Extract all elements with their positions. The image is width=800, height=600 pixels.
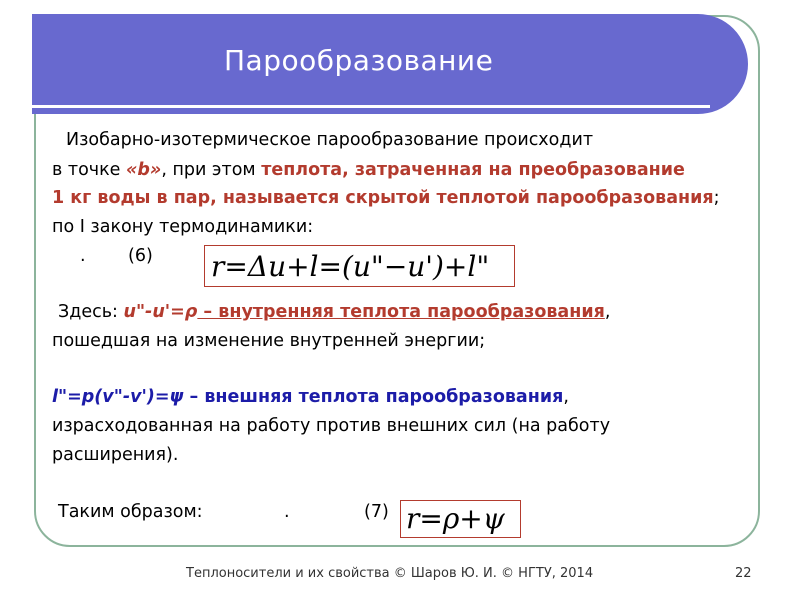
- text-line-3: [52, 186, 720, 210]
- title-underline: [32, 105, 710, 108]
- definition-highlight: 1 кг воды в пар, называется скрытой теплотой парообразования: [52, 188, 714, 208]
- text-line-2: [52, 158, 685, 182]
- text-line-10: Таким образом:: [58, 502, 203, 522]
- slide-title: Парообразование: [224, 44, 494, 77]
- formula-7: r=ρ+ψ: [400, 500, 521, 538]
- definition-highlight: теплота, затраченная на преобразование: [261, 160, 685, 180]
- external-heat-formula: l"=p(v"-v')=ψ: [52, 387, 184, 407]
- eq7-dot: .: [284, 502, 290, 522]
- internal-heat-formula: u"-u'=ρ: [123, 302, 198, 322]
- text-line-5: [58, 300, 610, 324]
- eq6-dot: .: [80, 246, 86, 266]
- formula-6: r=Δu+l=(u"−u')+l": [204, 245, 515, 287]
- text-segment: ;: [713, 188, 720, 208]
- text-segment: ,: [604, 302, 611, 322]
- text-line-9: расширения).: [52, 445, 179, 465]
- text-segment: ,: [563, 387, 569, 407]
- text-line-1: Изобарно-изотермическое парообразование происходит: [66, 130, 594, 150]
- page-number: 22: [735, 566, 752, 581]
- text-segment: Здесь:: [58, 302, 124, 322]
- text-line-4: по I закону термодинамики:: [52, 217, 314, 237]
- footer-credit: Теплоносители и их свойства © Шаров Ю. И. © НГТУ, 2014: [186, 566, 594, 581]
- text-segment: , при этом: [161, 160, 262, 180]
- external-heat-term: – внешняя теплота парообразования: [183, 387, 564, 407]
- point-b-label: «b»: [126, 160, 162, 180]
- text-segment: в точке: [52, 160, 127, 180]
- text-line-6: пошедшая на изменение внутренней энергии;: [52, 331, 486, 351]
- text-line-7: [52, 385, 569, 409]
- eq7-number: (7): [364, 502, 389, 522]
- eq6-number: (6): [128, 246, 153, 266]
- internal-heat-term: – внутренняя теплота парообразования: [197, 302, 605, 322]
- text-line-8: израсходованная на работу против внешних сил (на работу: [52, 416, 611, 436]
